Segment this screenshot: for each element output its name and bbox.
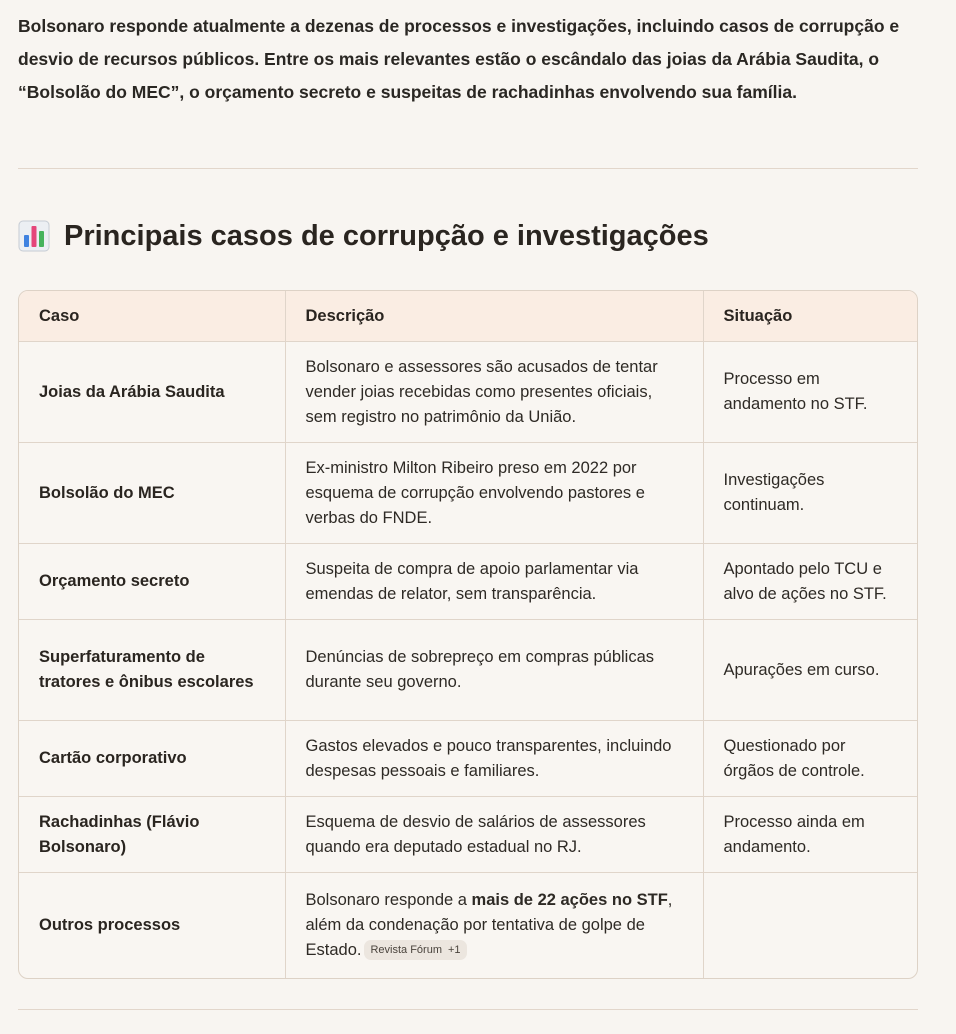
cases-table bbox=[18, 290, 918, 979]
table-row bbox=[19, 797, 917, 873]
description-emphasis: mais de 22 ações no STF bbox=[471, 890, 668, 909]
description-text: Bolsonaro responde a bbox=[305, 890, 472, 909]
description-text: , além da condenação por tentativa de golpe de Estado. bbox=[305, 890, 673, 959]
case-cell: Joias da Arábia Saudita bbox=[19, 342, 285, 443]
status-cell bbox=[703, 873, 917, 978]
divider bbox=[18, 1009, 918, 1010]
status-cell: Investigações continuam. bbox=[703, 443, 917, 544]
description-cell: Denúncias de sobrepreço em compras públicas durante seu governo. bbox=[285, 620, 703, 721]
source-extra-count: +1 bbox=[448, 943, 461, 956]
case-cell: Outros processos bbox=[19, 873, 285, 978]
source-citation-badge[interactable] bbox=[364, 940, 466, 960]
case-cell: Superfaturamento de tratores e ônibus escolares bbox=[19, 620, 285, 721]
column-header-caso: Caso bbox=[19, 291, 285, 342]
status-cell: Apurações em curso. bbox=[703, 620, 917, 721]
table-row bbox=[19, 443, 917, 544]
divider bbox=[18, 168, 918, 169]
table-row bbox=[19, 873, 917, 978]
description-cell: Bolsonaro e assessores são acusados de tentar vender joias recebidas como presentes oficiais, sem registro no patrimônio da União. bbox=[285, 342, 703, 443]
status-cell: Questionado por órgãos de controle. bbox=[703, 721, 917, 797]
column-header-descricao: Descrição bbox=[285, 291, 703, 342]
case-cell: Cartão corporativo bbox=[19, 721, 285, 797]
section-title: Principais casos de corrupção e investigações bbox=[64, 219, 709, 252]
table-row bbox=[19, 620, 917, 721]
description-cell bbox=[285, 873, 703, 978]
case-cell: Orçamento secreto bbox=[19, 544, 285, 620]
description-cell: Ex-ministro Milton Ribeiro preso em 2022 por esquema de corrupção envolvendo pastores e verbas do FNDE. bbox=[285, 443, 703, 544]
bar-chart-icon bbox=[18, 220, 50, 252]
case-cell: Rachadinhas (Flávio Bolsonaro) bbox=[19, 797, 285, 873]
status-cell: Processo em andamento no STF. bbox=[703, 342, 917, 443]
intro-paragraph: Bolsonaro responde atualmente a dezenas de processos e investigações, incluindo casos de corrupção e desvio de recursos públicos. Entre os mais relevantes estão o escândalo das joias da Arábia Saudita, o “Bolsolão do MEC”, o orçamento secreto e suspeitas de rachadinhas envolvendo sua família. bbox=[18, 16, 900, 102]
description-cell: Suspeita de compra de apoio parlamentar via emendas de relator, sem transparência. bbox=[285, 544, 703, 620]
case-cell: Bolsolão do MEC bbox=[19, 443, 285, 544]
column-header-situacao: Situação bbox=[703, 291, 917, 342]
status-cell: Processo ainda em andamento. bbox=[703, 797, 917, 873]
table-header-row bbox=[19, 291, 917, 342]
table-row bbox=[19, 721, 917, 797]
section-heading bbox=[18, 214, 709, 258]
status-cell: Apontado pelo TCU e alvo de ações no STF. bbox=[703, 544, 917, 620]
table-row bbox=[19, 342, 917, 443]
description-cell: Esquema de desvio de salários de assessores quando era deputado estadual no RJ. bbox=[285, 797, 703, 873]
description-cell: Gastos elevados e pouco transparentes, incluindo despesas pessoais e familiares. bbox=[285, 721, 703, 797]
source-label: Revista Fórum bbox=[370, 943, 442, 956]
table-row bbox=[19, 544, 917, 620]
